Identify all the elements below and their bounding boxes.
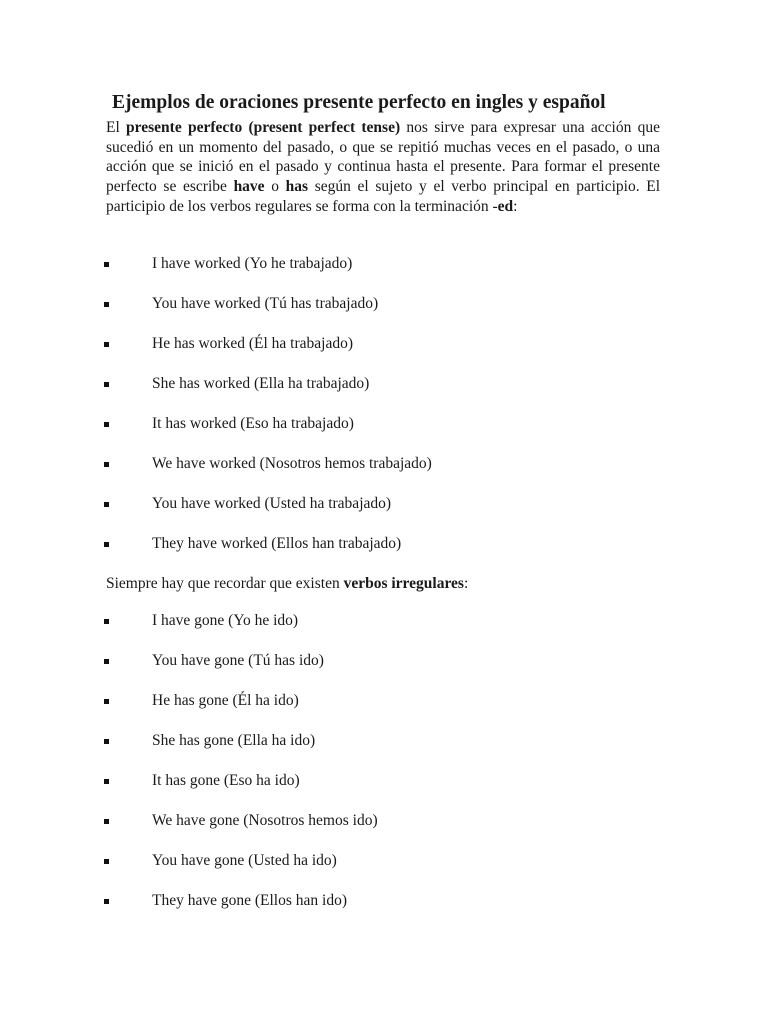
- intro-bold-has: has: [285, 178, 309, 196]
- square-bullet-icon: [104, 739, 109, 744]
- square-bullet-icon: [104, 619, 109, 624]
- note-bold-term: verbos irregulares: [343, 575, 464, 592]
- intro-text-3: o: [264, 178, 286, 196]
- square-bullet-icon: [104, 659, 109, 664]
- intro-bold-have: have: [233, 178, 265, 196]
- square-bullet-icon: [104, 699, 109, 704]
- list-item-text: You have worked (Tú has trabajado): [152, 295, 379, 312]
- list-item-text: He has gone (Él ha ido): [152, 692, 299, 709]
- irregular-verbs-note: [106, 574, 468, 594]
- square-bullet-icon: [104, 262, 109, 267]
- list-item-text: I have gone (Yo he ido): [152, 612, 299, 629]
- square-bullet-icon: [104, 422, 109, 427]
- square-bullet-icon: [104, 302, 109, 307]
- square-bullet-icon: [104, 462, 109, 467]
- list-item-text: It has worked (Eso ha trabajado): [152, 415, 354, 432]
- list-item-text: You have gone (Usted ha ido): [152, 852, 337, 869]
- intro-text-5: :: [513, 197, 518, 215]
- list-item-text: It has gone (Eso ha ido): [152, 772, 300, 789]
- note-text-1: Siempre hay que recordar que existen: [106, 575, 344, 592]
- square-bullet-icon: [104, 382, 109, 387]
- square-bullet-icon: [104, 502, 109, 507]
- list-item-text: We have worked (Nosotros hemos trabajado): [152, 455, 432, 472]
- intro-bold-term: presente perfecto (present perfect tense): [126, 119, 401, 136]
- list-item-text: She has gone (Ella ha ido): [152, 732, 316, 749]
- square-bullet-icon: [104, 342, 109, 347]
- intro-text-1: El: [106, 119, 127, 136]
- square-bullet-icon: [104, 859, 109, 864]
- document-title: Ejemplos de oraciones presente perfecto en ingles y español: [112, 92, 606, 113]
- list-item-text: He has worked (Él ha trabajado): [152, 335, 353, 352]
- intro-text-2: nos sirve para expresar una acción que sucedió en un momento del pasado, o que se repitió muchas veces en el pasado, o una acción que se inició en el pasado y continua hasta el presente. Para formar el presente perfecto se escribe: [106, 119, 661, 196]
- list-item-text: I have worked (Yo he trabajado): [152, 255, 353, 272]
- square-bullet-icon: [104, 542, 109, 547]
- list-item-text: She has worked (Ella ha trabajado): [152, 375, 370, 392]
- list-item-text: They have worked (Ellos han trabajado): [152, 535, 402, 552]
- square-bullet-icon: [104, 819, 109, 824]
- intro-paragraph: [106, 118, 660, 217]
- list-item-text: You have gone (Tú has ido): [152, 652, 324, 669]
- intro-bold-ed: ed: [497, 197, 514, 215]
- list-item-text: They have gone (Ellos han ido): [152, 892, 347, 909]
- square-bullet-icon: [104, 899, 109, 904]
- square-bullet-icon: [104, 779, 109, 784]
- note-text-2: :: [463, 575, 469, 592]
- intro-text-4: según el sujeto y el verbo principal en participio. El participio de los verbos regulares se forma con la terminación -: [106, 178, 661, 215]
- list-item-text: We have gone (Nosotros hemos ido): [152, 812, 378, 829]
- list-item-text: You have worked (Usted ha trabajado): [152, 495, 392, 512]
